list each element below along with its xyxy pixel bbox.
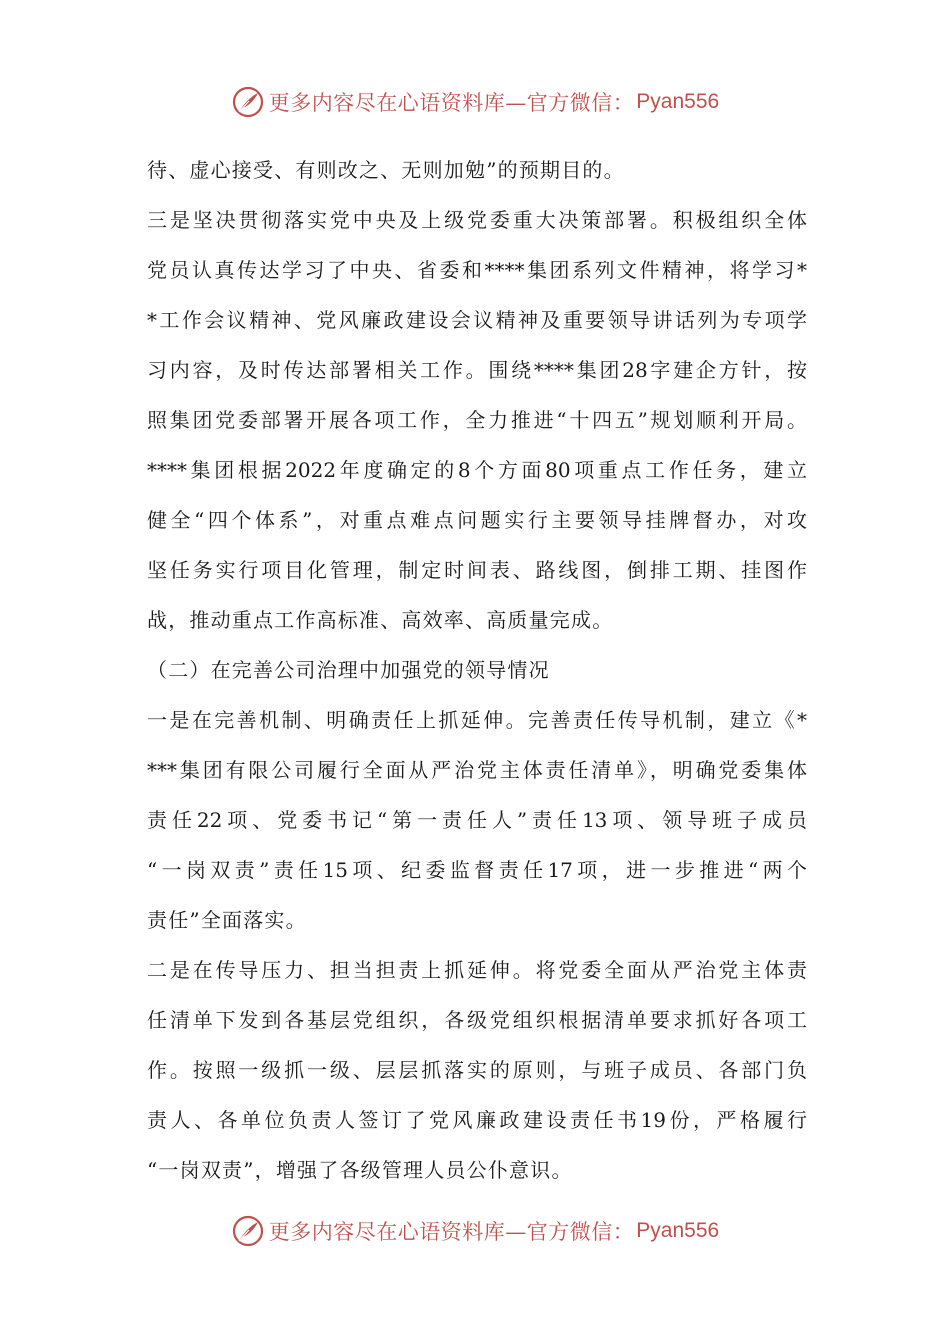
text-line: 照集团党委部署开展各项工作，全力推进“十四五”规划顺利开局。: [147, 408, 807, 432]
text-line: “一岗双责”责任15项、纪委监督责任17项，进一步推进“两个: [147, 858, 807, 882]
text-line: 责任22项、党委书记“第一责任人”责任13项、领导班子成员: [147, 808, 807, 832]
quill-logo-icon: [231, 1214, 265, 1248]
text-line: 任清单下发到各基层党组织，各级党组织根据清单要求抓好各项工: [147, 1008, 807, 1032]
watermark-text: 更多内容尽在心语资料库—官方微信：: [268, 1220, 635, 1244]
text-line: 作。按照一级抓一级、层层抓落实的原则，与班子成员、各部门负: [147, 1058, 807, 1082]
text-line: “一岗双责”，增强了各级管理人员公仆意识。: [147, 1158, 573, 1182]
text-line: 坚任务实行项目化管理，制定时间表、路线图，倒排工期、挂图作: [147, 558, 807, 582]
text-line: ***集团有限公司履行全面从严治党主体责任清单》，明确党委集体: [147, 758, 807, 782]
quill-logo-icon: [231, 85, 265, 119]
text-line: *工作会议精神、党风廉政建设会议精神及重要领导讲话列为专项学: [147, 308, 807, 332]
watermark-text: 更多内容尽在心语资料库—官方微信：: [268, 91, 635, 115]
wechat-id: Pyan556: [636, 1219, 720, 1242]
text-line: 健全“四个体系”，对重点难点问题实行主要领导挂牌督办，对攻: [147, 508, 807, 532]
text-line: 习内容，及时传达部署相关工作。围绕****集团28字建企方针，按: [147, 358, 807, 382]
text-line: 责人、各单位负责人签订了党风廉政建设责任书19份，严格履行: [147, 1108, 807, 1132]
watermark-header: [0, 82, 950, 122]
text-line: 党员认真传达学习了中央、省委和****集团系列文件精神，将学习*: [147, 258, 807, 282]
wechat-id: Pyan556: [636, 90, 720, 113]
text-line: 二是在传导压力、担当担责上抓延伸。将党委全面从严治党主体责: [147, 958, 807, 982]
document-body: [147, 150, 807, 1200]
text-line: 责任”全面落实。: [147, 908, 307, 932]
text-line: 三是坚决贯彻落实党中央及上级党委重大决策部署。积极组织全体: [147, 208, 807, 232]
text-line: 战，推动重点工作高标准、高效率、高质量完成。: [147, 608, 614, 632]
text-line: 一是在完善机制、明确责任上抓延伸。完善责任传导机制，建立《*: [147, 708, 807, 732]
text-line: ****集团根据2022年度确定的8个方面80项重点工作任务，建立: [147, 458, 807, 482]
watermark-footer: [0, 1211, 950, 1251]
text-line: 待、虚心接受、有则改之、无则加勉”的预期目的。: [147, 158, 625, 182]
section-heading: （二）在完善公司治理中加强党的领导情况: [147, 658, 550, 682]
